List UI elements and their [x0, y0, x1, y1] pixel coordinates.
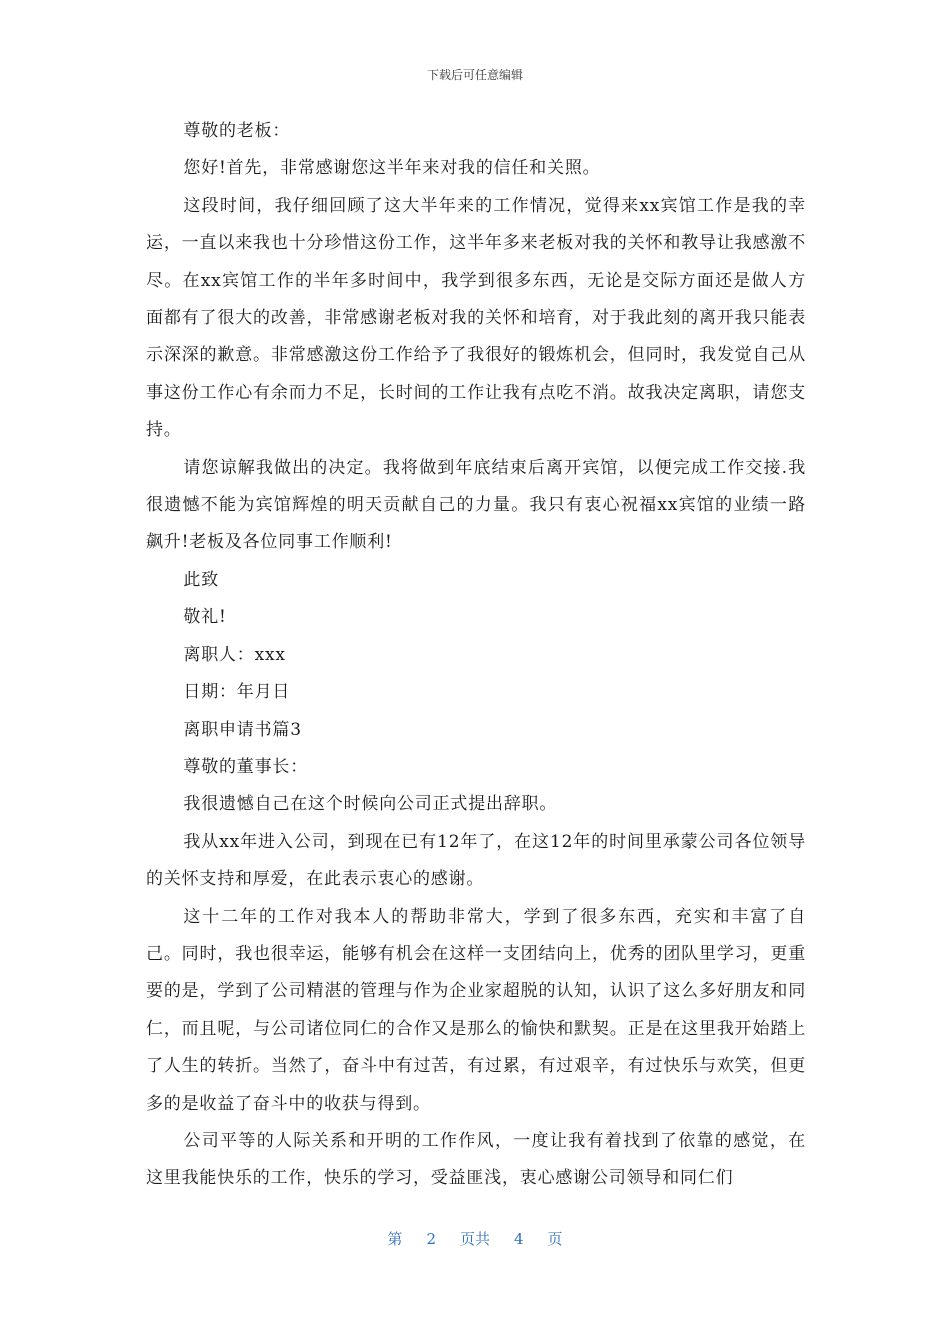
footer-ye-gong: 页共	[459, 1230, 490, 1248]
paragraph: 这段时间，我仔细回顾了这大半年来的工作情况，觉得来xx宾馆工作是我的幸运，一直以来我也十分珍惜这份工作，这半年多来老板对我的关怀和教导让我感激不尽。在xx宾馆工作的半年多时间中，我学到很多东西，无论是交际方面还是做人方面都有了很大的改善，非常感谢老板对我的关怀和培育，对于我此刻的离开我只能表示深深的歉意。非常感激这份工作给予了我很好的锻炼机会，但同时，我发觉自己从事这份工作心有余而力不足，长时间的工作让我有点吃不消。故我决定离职，请您支持。	[146, 195, 806, 441]
section-title: 离职申请书篇3	[183, 719, 302, 740]
footer-total-pages: 4	[514, 1230, 524, 1248]
signature: 离职人：xxx	[183, 644, 286, 665]
closing: 此致	[183, 569, 219, 590]
closing: 敬礼!	[183, 607, 227, 628]
date: 日期：年月日	[183, 682, 291, 703]
page-header: 下载后可任意编辑	[426, 68, 523, 82]
paragraph: 我很遗憾自己在这个时候向公司正式提出辞职。	[183, 794, 558, 815]
salutation: 尊敬的董事长：	[183, 756, 308, 777]
footer-di: 第	[387, 1230, 403, 1248]
footer-page-number: 2	[426, 1230, 436, 1248]
paragraph: 公司平等的人际关系和开明的工作作风，一度让我有着找到了依靠的感觉，在这里我能快乐的工作，快乐的学习，受益匪浅，衷心感谢公司领导和同仁们	[146, 1130, 806, 1189]
document-body	[146, 113, 806, 1198]
salutation: 尊敬的老板：	[183, 121, 291, 141]
page-footer	[0, 1228, 950, 1249]
paragraph: 您好!首先，非常感谢您这半年来对我的信任和关照。	[183, 158, 601, 179]
paragraph: 这十二年的工作对我本人的帮助非常大，学到了很多东西，充实和丰富了自己。同时，我也很幸运，能够有机会在这样一支团结向上，优秀的团队里学习，更重要的是，学到了公司精湛的管理与作为企业家超脱的认知，认识了这么多好朋友和同仁，而且呢，与公司诸位同仁的合作又是那么的愉快和默契。正是在这里我开始踏上了人生的转折。当然了，奋斗中有过苦，有过累，有过艰辛，有过快乐与欢笑，但更多的是收益了奋斗中的收获与得到。	[146, 906, 806, 1114]
paragraph: 请您谅解我做出的决定。我将做到年底结束后离开宾馆，以便完成工作交接.我很遗憾不能为宾馆辉煌的明天贡献自己的力量。我只有衷心祝福xx宾馆的业绩一路飙升!老板及各位同事工作顺利!	[146, 457, 806, 553]
paragraph: 我从xx年进入公司，到现在已有12年了，在这12年的时间里承蒙公司各位领导的关怀支持和厚爱，在此表示衷心的感谢。	[146, 831, 806, 890]
footer-ye: 页	[547, 1230, 563, 1248]
